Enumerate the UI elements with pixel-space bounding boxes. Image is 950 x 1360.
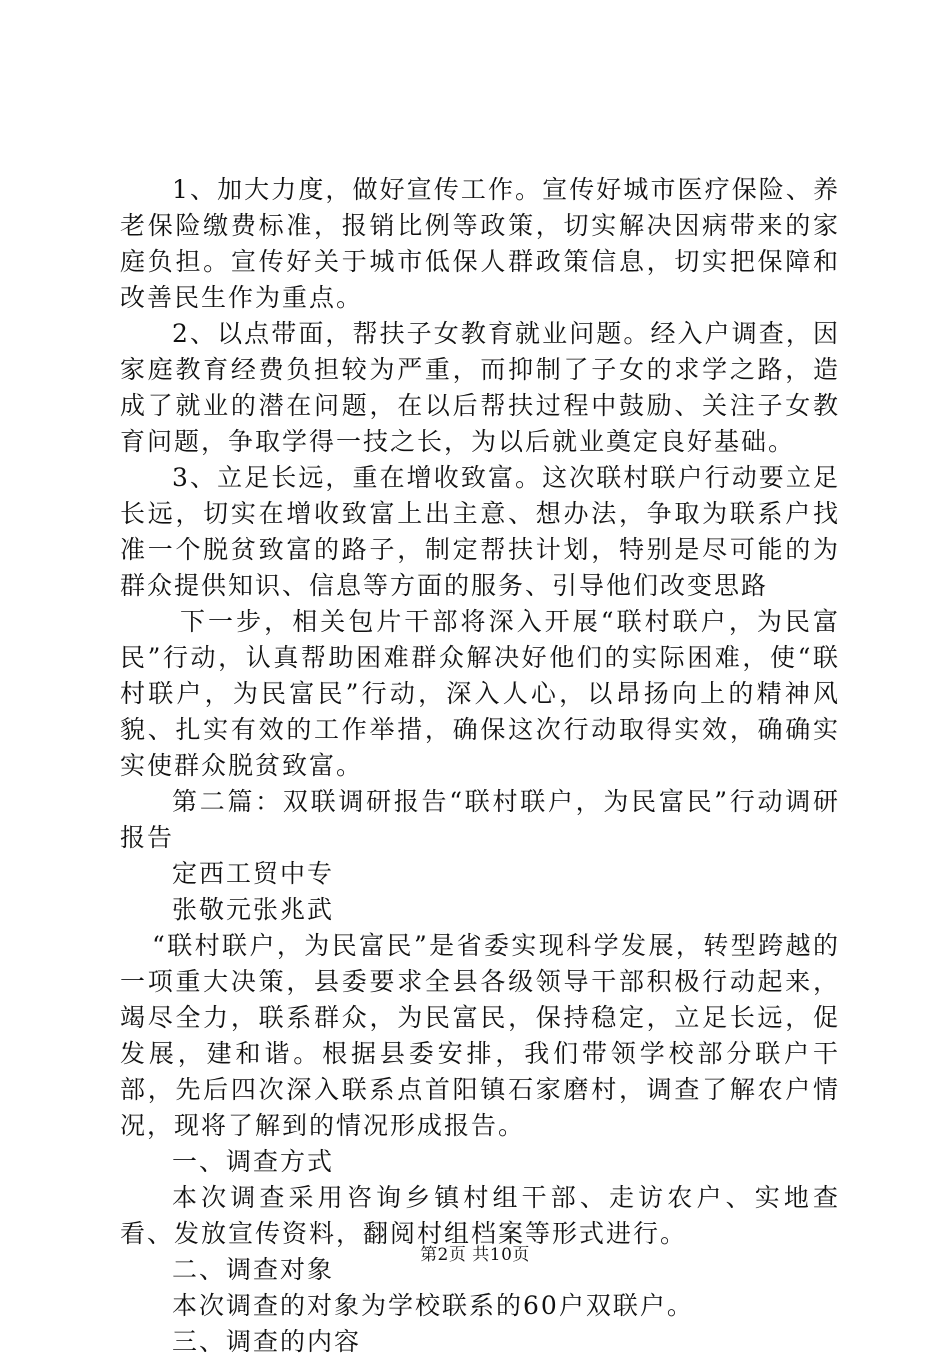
paragraph-next-step: 下一步，相关包片干部将深入开展“联村联户，为民富民”行动，认真帮助困难群众解决好他们的实际困难，使“联村联户，为民富民”行动，深入人心，以昂扬向上的精神风貌、扎实有效的工作举措，确保这次行动取得实效，确确实实使群众脱贫致富。 <box>120 607 840 780</box>
paragraph-publicity: 1、加大力度，做好宣传工作。宣传好城市医疗保险、养老保险缴费标准，报销比例等政策，切实解决因病带来的家庭负担。宣传好关于城市低保人群政策信息，切实把保障和改善民生作为重点。 <box>120 175 840 312</box>
page-number-footer: 第2页 共10页 <box>420 1245 530 1265</box>
author-names: 张敬元张兆武 <box>172 895 335 924</box>
paragraph-education: 2、以点带面，帮扶子女教育就业问题。经入户调查，因家庭教育经费负担较为严重，而抑制了子女的求学之路，造成了就业的潜在问题，在以后帮扶过程中鼓励、关注子女教育问题，争取学得一技之长，为以后就业奠定良好基础。 <box>120 319 840 456</box>
heading-survey-target: 二、调查对象 <box>172 1255 335 1284</box>
heading-survey-method: 一、调查方式 <box>172 1147 335 1176</box>
document-body <box>120 172 840 1360</box>
paragraph-survey-method: 本次调查采用咨询乡镇村组干部、走访农户、实地查看、发放宣传资料，翻阅村组档案等形式进行。 <box>120 1183 840 1248</box>
paragraph-survey-target: 本次调查的对象为学校联系的60户双联户。 <box>172 1291 694 1320</box>
author-organization: 定西工贸中专 <box>172 859 335 888</box>
heading-survey-content: 三、调查的内容 <box>172 1327 362 1356</box>
paragraph-income: 3、立足长远，重在增收致富。这次联村联户行动要立足长远，切实在增收致富上出主意、想办法，争取为联系户找准一个脱贫致富的路子，制定帮扶计划，特别是尽可能的为群众提供知识、信息等方面的服务、引导他们改变思路 <box>120 463 840 600</box>
paragraph-introduction: “联村联户，为民富民”是省委实现科学发展，转型跨越的一项重大决策，县委要求全县各级领导干部积极行动起来，竭尽全力，联系群众，为民富民，保持稳定，立足长远，促发展，建和谐。根据县委安排，我们带领学校部分联户干部，先后四次深入联系点首阳镇石家磨村，调查了解农户情况，现将了解到的情况形成报告。 <box>120 931 840 1140</box>
section-title-part-two: 第二篇：双联调研报告“联村联户，为民富民”行动调研报告 <box>120 787 840 852</box>
